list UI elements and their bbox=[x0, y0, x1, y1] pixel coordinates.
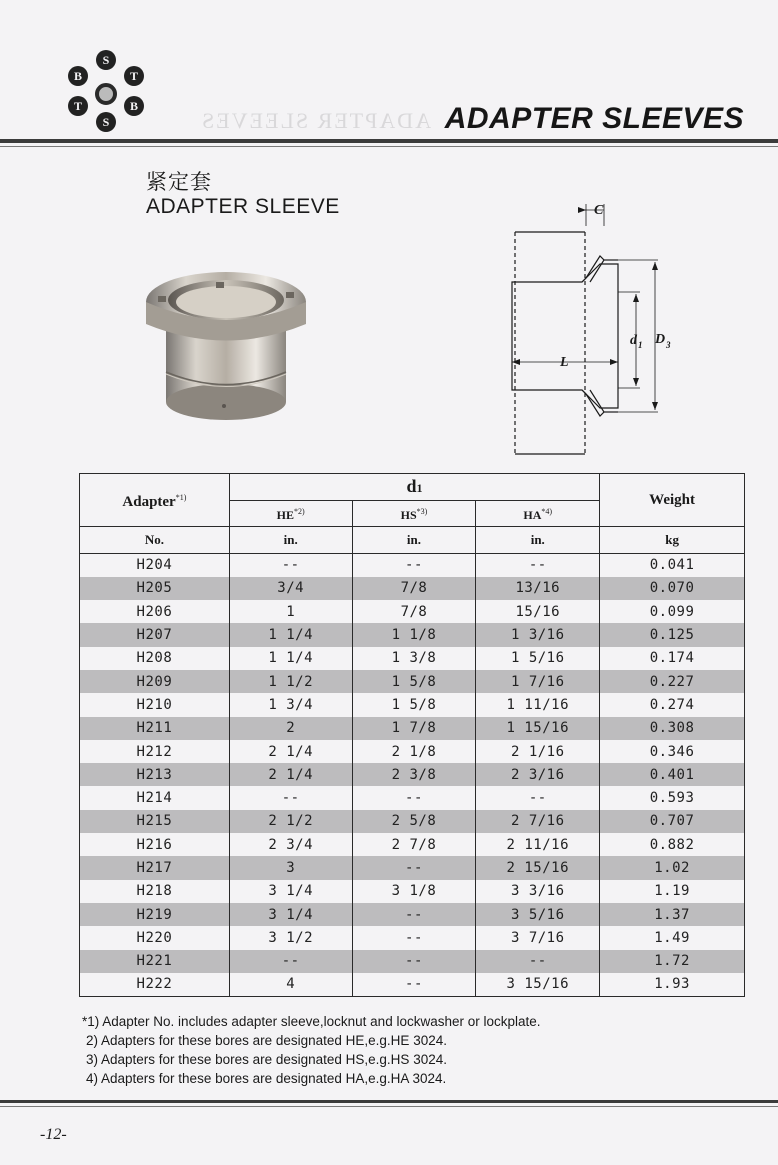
cell-weight: 1.37 bbox=[600, 903, 745, 926]
cell-no: H217 bbox=[80, 856, 230, 879]
table-row bbox=[80, 880, 745, 903]
cell-ha: 2 1/16 bbox=[476, 740, 600, 763]
cell-hs: 1 3/8 bbox=[352, 647, 476, 670]
header-he: HE$^{*2)}$ bbox=[229, 501, 352, 527]
header-unit-he: in. bbox=[229, 527, 352, 554]
table-row bbox=[80, 647, 745, 670]
cell-hs: -- bbox=[352, 903, 476, 926]
cell-he: 1 1/4 bbox=[229, 647, 352, 670]
cell-no: H215 bbox=[80, 810, 230, 833]
section-title-english: ADAPTER SLEEVE bbox=[146, 195, 340, 218]
cell-he: 4 bbox=[229, 973, 352, 996]
cell-weight: 1.93 bbox=[600, 973, 745, 996]
cell-ha: 13/16 bbox=[476, 577, 600, 600]
header-adapter: Adapter$^{*1)}$ bbox=[80, 474, 230, 527]
header-unit-hs: in. bbox=[352, 527, 476, 554]
table-row bbox=[80, 856, 745, 879]
ghost-show-through-title: ADAPTER SLEEVES bbox=[200, 108, 432, 133]
cell-no: H221 bbox=[80, 950, 230, 973]
logo-letter: T bbox=[124, 66, 144, 86]
table-row bbox=[80, 950, 745, 973]
header-ha: HA$^{*4)}$ bbox=[476, 501, 600, 527]
cell-no: H222 bbox=[80, 973, 230, 996]
cell-no: H220 bbox=[80, 926, 230, 949]
table-row bbox=[80, 554, 745, 577]
cell-hs: -- bbox=[352, 554, 476, 577]
cell-ha: 2 11/16 bbox=[476, 833, 600, 856]
cell-ha: 3 5/16 bbox=[476, 903, 600, 926]
label-d3: D bbox=[655, 332, 666, 347]
footnote-3: 3) Adapters for these bores are designated HS,e.g.HS 3024. bbox=[86, 1052, 447, 1067]
table-row bbox=[80, 786, 745, 809]
header-hs: HS$^{*3)}$ bbox=[352, 501, 476, 527]
cell-he: 1 1/4 bbox=[229, 623, 352, 646]
cell-hs: -- bbox=[352, 973, 476, 996]
header-unit-ha: in. bbox=[476, 527, 600, 554]
logo-letter: B bbox=[68, 66, 88, 86]
cell-hs: 2 7/8 bbox=[352, 833, 476, 856]
footnotes bbox=[82, 1012, 541, 1088]
cell-he: -- bbox=[229, 786, 352, 809]
cell-no: H211 bbox=[80, 717, 230, 740]
table-row bbox=[80, 973, 745, 996]
cell-no: H205 bbox=[80, 577, 230, 600]
cell-hs: 1 5/8 bbox=[352, 670, 476, 693]
cell-he: -- bbox=[229, 950, 352, 973]
cell-weight: 0.308 bbox=[600, 717, 745, 740]
cell-he: 2 bbox=[229, 717, 352, 740]
label-d1: d bbox=[630, 333, 637, 348]
cell-he: -- bbox=[229, 554, 352, 577]
logo-letter: S bbox=[96, 50, 116, 70]
table-row bbox=[80, 623, 745, 646]
cell-weight: 0.707 bbox=[600, 810, 745, 833]
cell-ha: 1 3/16 bbox=[476, 623, 600, 646]
label-l: L bbox=[560, 355, 569, 370]
cell-ha: -- bbox=[476, 554, 600, 577]
cell-hs: -- bbox=[352, 950, 476, 973]
cell-hs: -- bbox=[352, 926, 476, 949]
cell-no: H218 bbox=[80, 880, 230, 903]
cell-he: 2 1/4 bbox=[229, 763, 352, 786]
page-number: -12- bbox=[40, 1126, 67, 1143]
cell-ha: 1 11/16 bbox=[476, 693, 600, 716]
cell-ha: 1 5/16 bbox=[476, 647, 600, 670]
footnote-2: 2) Adapters for these bores are designated HE,e.g.HE 3024. bbox=[86, 1033, 447, 1048]
cell-ha: -- bbox=[476, 950, 600, 973]
logo-hub-icon bbox=[95, 83, 117, 105]
cell-weight: 0.070 bbox=[600, 577, 745, 600]
header-rule-thin bbox=[0, 146, 778, 147]
cell-weight: 1.49 bbox=[600, 926, 745, 949]
cell-ha: 1 7/16 bbox=[476, 670, 600, 693]
cell-ha: 2 7/16 bbox=[476, 810, 600, 833]
cell-no: H204 bbox=[80, 554, 230, 577]
label-d1-sub: 1 bbox=[638, 340, 643, 350]
cell-he: 3/4 bbox=[229, 577, 352, 600]
cell-hs: 3 1/8 bbox=[352, 880, 476, 903]
page-title: ADAPTER SLEEVES bbox=[444, 102, 744, 135]
cell-hs: 7/8 bbox=[352, 600, 476, 623]
cell-weight: 0.274 bbox=[600, 693, 745, 716]
cell-ha: -- bbox=[476, 786, 600, 809]
footnote-4: 4) Adapters for these bores are designated HA,e.g.HA 3024. bbox=[86, 1071, 447, 1086]
footnote-1: *1) Adapter No. includes adapter sleeve,locknut and lockwasher or lockplate. bbox=[82, 1014, 541, 1029]
logo-letter: B bbox=[124, 96, 144, 116]
cell-he: 3 1/2 bbox=[229, 926, 352, 949]
bts-logo bbox=[62, 50, 152, 140]
cell-no: H206 bbox=[80, 600, 230, 623]
logo-letter: S bbox=[96, 112, 116, 132]
table-body bbox=[80, 554, 745, 997]
table-row bbox=[80, 600, 745, 623]
cell-he: 1 bbox=[229, 600, 352, 623]
dimension-diagram bbox=[500, 196, 700, 458]
cell-no: H209 bbox=[80, 670, 230, 693]
cell-he: 2 1/4 bbox=[229, 740, 352, 763]
cell-hs: 7/8 bbox=[352, 577, 476, 600]
table-row bbox=[80, 810, 745, 833]
cell-weight: 0.882 bbox=[600, 833, 745, 856]
cell-ha: 1 15/16 bbox=[476, 717, 600, 740]
adapter-dimension-table bbox=[79, 473, 745, 997]
footer-rule-thick bbox=[0, 1100, 778, 1103]
cell-ha: 3 15/16 bbox=[476, 973, 600, 996]
cell-no: H207 bbox=[80, 623, 230, 646]
cell-he: 3 1/4 bbox=[229, 903, 352, 926]
table-row bbox=[80, 833, 745, 856]
table-row bbox=[80, 926, 745, 949]
cell-he: 3 1/4 bbox=[229, 880, 352, 903]
cell-weight: 0.401 bbox=[600, 763, 745, 786]
cell-hs: 1 5/8 bbox=[352, 693, 476, 716]
cell-ha: 3 7/16 bbox=[476, 926, 600, 949]
cell-ha: 2 3/16 bbox=[476, 763, 600, 786]
header-d1: d1 bbox=[229, 474, 599, 501]
cell-he: 2 1/2 bbox=[229, 810, 352, 833]
cell-weight: 1.02 bbox=[600, 856, 745, 879]
cell-no: H210 bbox=[80, 693, 230, 716]
cell-ha: 3 3/16 bbox=[476, 880, 600, 903]
header-rule-thick bbox=[0, 139, 778, 143]
cell-no: H208 bbox=[80, 647, 230, 670]
cell-weight: 0.593 bbox=[600, 786, 745, 809]
footer-rule-thin bbox=[0, 1106, 778, 1107]
cell-he: 2 3/4 bbox=[229, 833, 352, 856]
cell-no: H214 bbox=[80, 786, 230, 809]
cell-ha: 15/16 bbox=[476, 600, 600, 623]
table-row bbox=[80, 693, 745, 716]
cell-hs: -- bbox=[352, 786, 476, 809]
cell-weight: 0.125 bbox=[600, 623, 745, 646]
cell-weight: 0.041 bbox=[600, 554, 745, 577]
header-unit-kg: kg bbox=[600, 527, 745, 554]
cell-weight: 0.099 bbox=[600, 600, 745, 623]
cell-weight: 0.227 bbox=[600, 670, 745, 693]
table-row bbox=[80, 670, 745, 693]
cell-no: H216 bbox=[80, 833, 230, 856]
cell-he: 1 1/2 bbox=[229, 670, 352, 693]
cell-no: H219 bbox=[80, 903, 230, 926]
cell-weight: 0.174 bbox=[600, 647, 745, 670]
adapter-sleeve-photo bbox=[136, 262, 316, 432]
cell-hs: 2 3/8 bbox=[352, 763, 476, 786]
table-row bbox=[80, 740, 745, 763]
cell-hs: 2 5/8 bbox=[352, 810, 476, 833]
table-row bbox=[80, 577, 745, 600]
cell-weight: 1.72 bbox=[600, 950, 745, 973]
header-weight: Weight bbox=[600, 474, 745, 527]
label-d3-sub: 3 bbox=[666, 340, 671, 350]
cell-hs: 1 7/8 bbox=[352, 717, 476, 740]
cell-he: 1 3/4 bbox=[229, 693, 352, 716]
section-title-chinese: 紧定套 bbox=[146, 170, 212, 194]
cell-hs: 1 1/8 bbox=[352, 623, 476, 646]
cell-no: H213 bbox=[80, 763, 230, 786]
table-row bbox=[80, 903, 745, 926]
cell-weight: 1.19 bbox=[600, 880, 745, 903]
table-row bbox=[80, 717, 745, 740]
cell-he: 3 bbox=[229, 856, 352, 879]
label-c: C bbox=[594, 203, 604, 218]
header-no: No. bbox=[80, 527, 230, 554]
logo-letter: T bbox=[68, 96, 88, 116]
cell-hs: 2 1/8 bbox=[352, 740, 476, 763]
cell-weight: 0.346 bbox=[600, 740, 745, 763]
cell-no: H212 bbox=[80, 740, 230, 763]
table-row bbox=[80, 763, 745, 786]
cell-ha: 2 15/16 bbox=[476, 856, 600, 879]
cell-hs: -- bbox=[352, 856, 476, 879]
